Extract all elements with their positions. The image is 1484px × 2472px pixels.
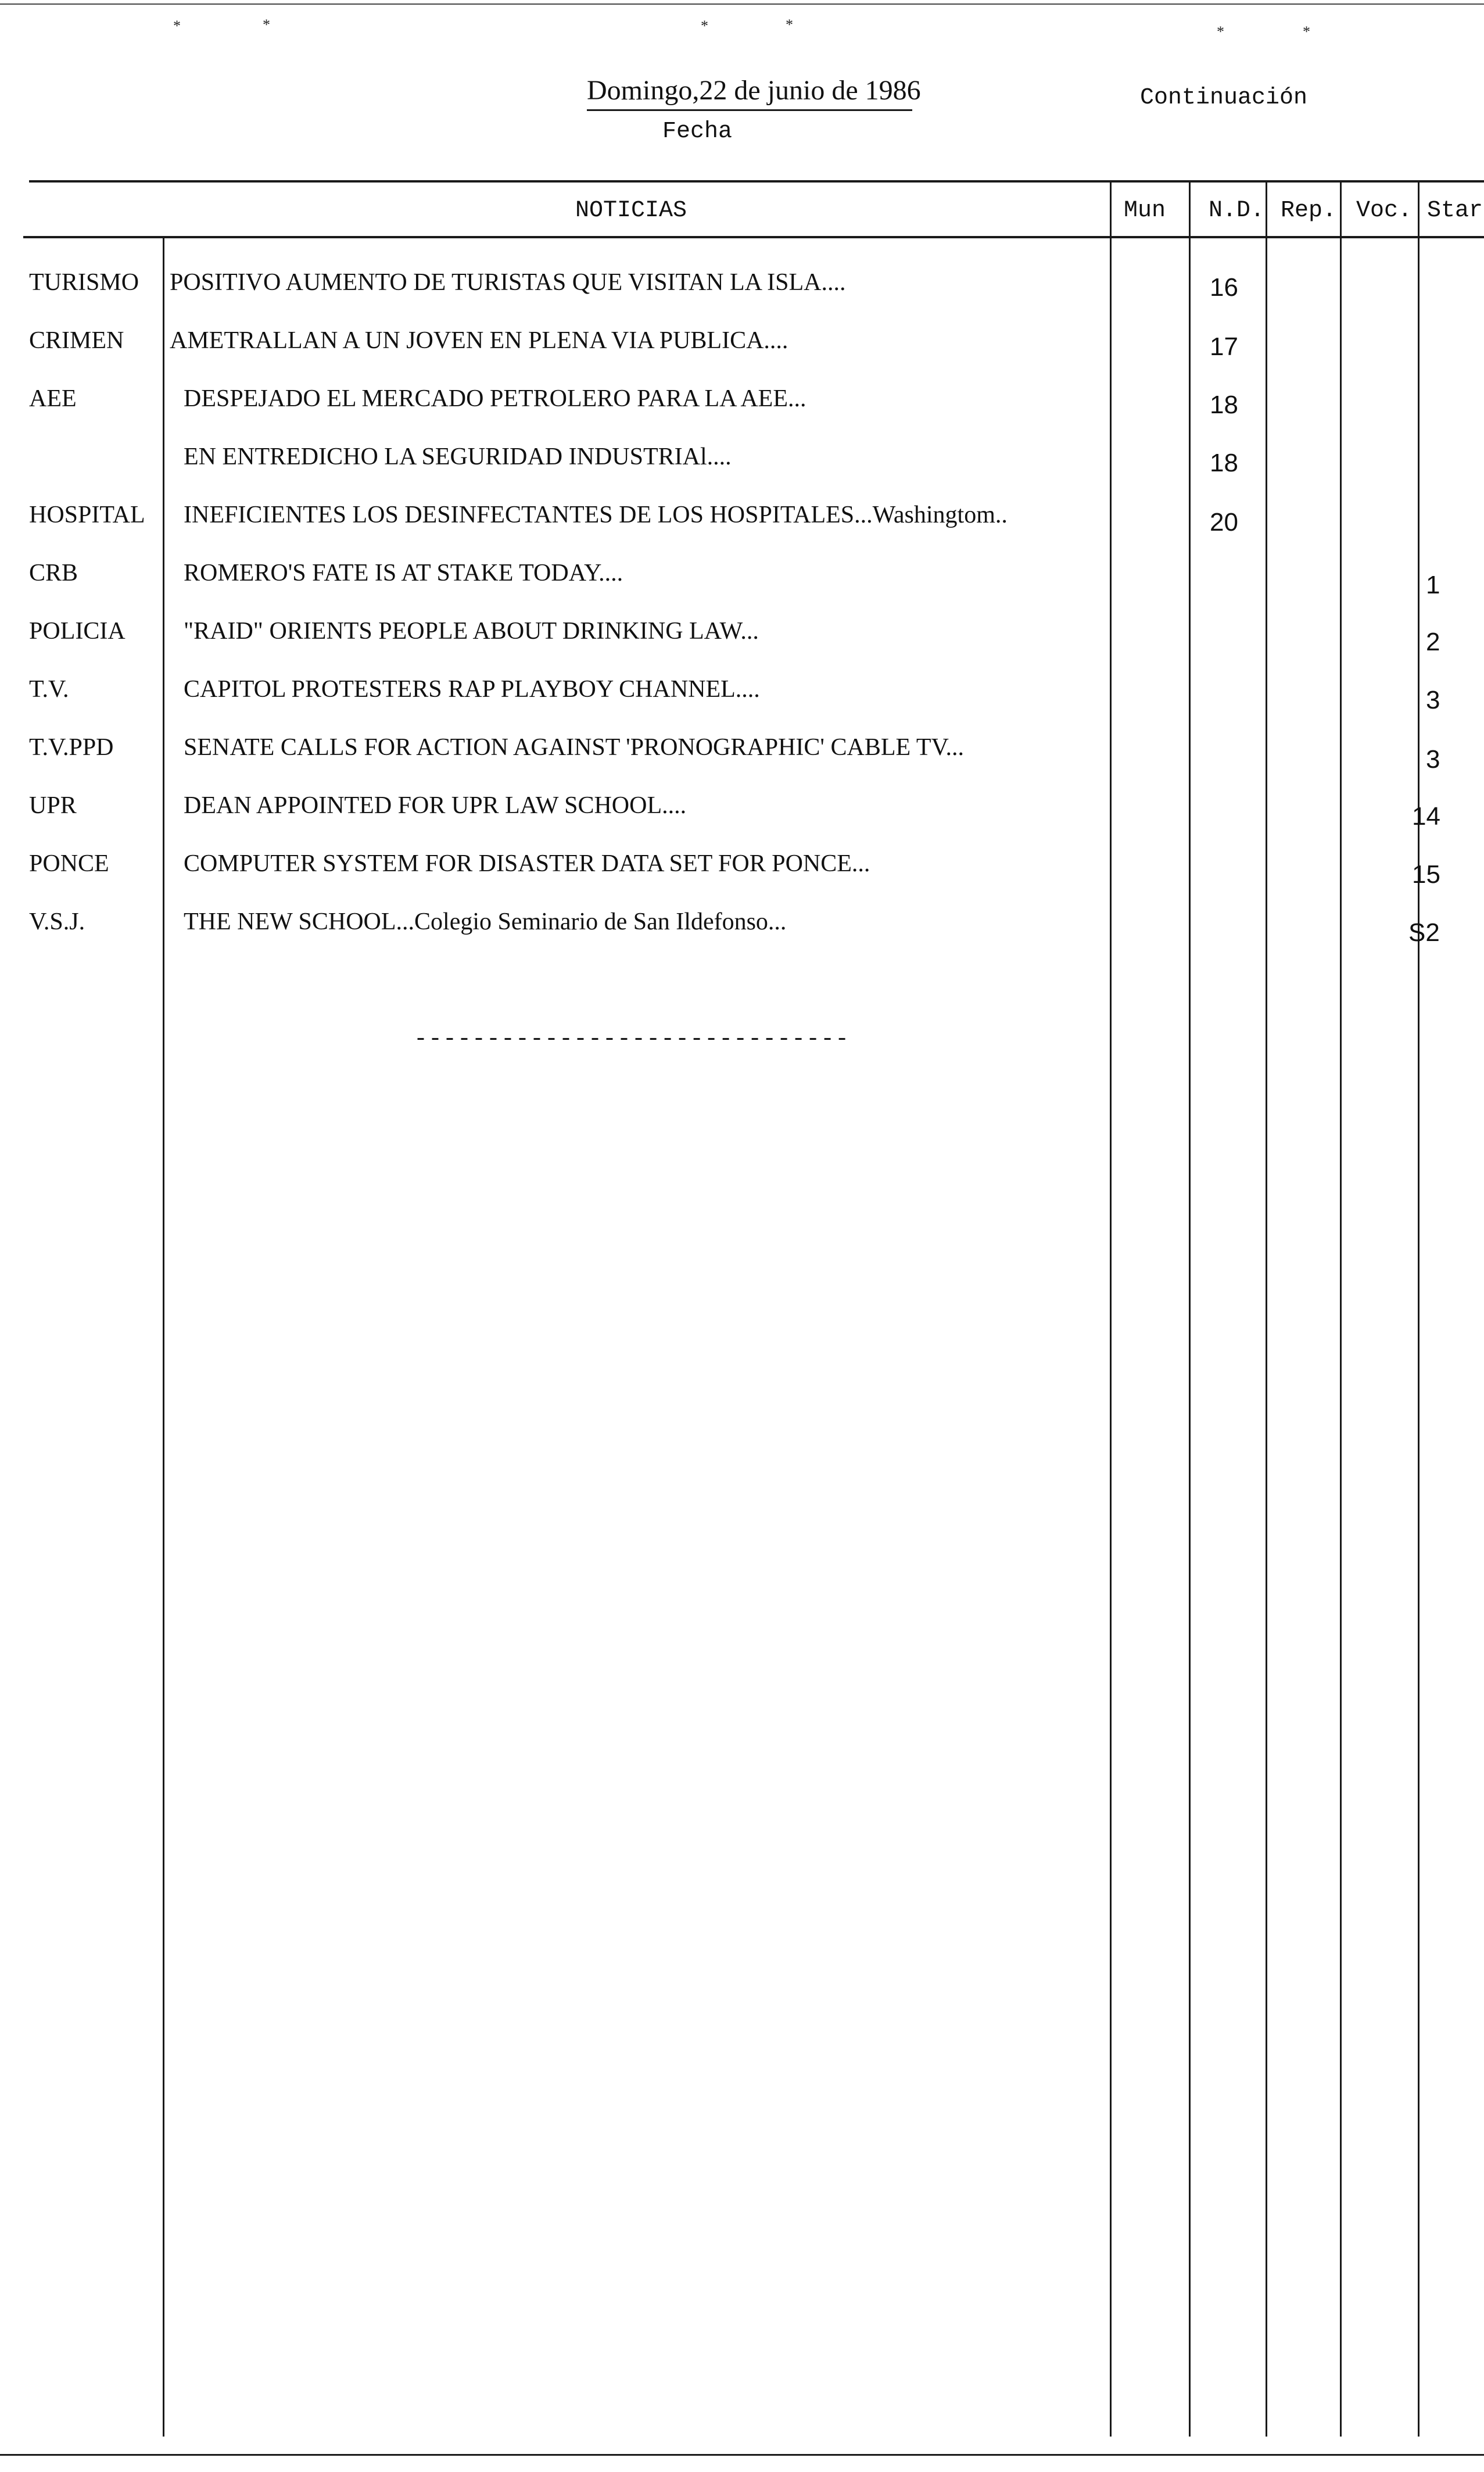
row-category: HOSPITAL bbox=[29, 502, 145, 528]
mun-left-divider bbox=[1110, 181, 1112, 2437]
table-bottom-rule bbox=[0, 2454, 1484, 2456]
column-header-mun: Mun bbox=[1124, 198, 1166, 224]
row-category: CRIMEN bbox=[29, 327, 124, 354]
row-star-page: 1 bbox=[1426, 571, 1440, 599]
scan-speck: * bbox=[701, 17, 708, 34]
row-headline: POSITIVO AUMENTO DE TURISTAS QUE VISITAN LA ISLA.... bbox=[170, 269, 846, 296]
row-headline: COMPUTER SYSTEM FOR DISASTER DATA SET FOR PONCE... bbox=[184, 850, 870, 877]
row-headline: DEAN APPOINTED FOR UPR LAW SCHOOL.... bbox=[184, 792, 687, 819]
row-star-page: 2 bbox=[1426, 628, 1440, 656]
column-header-nd: N.D. bbox=[1209, 198, 1265, 224]
scan-speck: * bbox=[1303, 23, 1310, 40]
row-category: AEE bbox=[29, 385, 77, 412]
row-category: TURISMO bbox=[29, 269, 139, 296]
row-headline: ROMERO'S FATE IS AT STAKE TODAY.... bbox=[184, 560, 623, 586]
nd-right-divider bbox=[1266, 181, 1267, 2437]
row-star-page: 3 bbox=[1426, 686, 1440, 714]
row-headline: AMETRALLAN A UN JOVEN EN PLENA VIA PUBLICA.... bbox=[170, 327, 788, 354]
row-nd-page: 18 bbox=[1210, 391, 1238, 419]
column-header-star: Star bbox=[1427, 198, 1483, 224]
scan-speck: * bbox=[263, 16, 270, 33]
row-headline: SENATE CALLS FOR ACTION AGAINST 'PRONOGRAPHIC' CABLE TV... bbox=[184, 734, 964, 761]
row-nd-page: 16 bbox=[1210, 273, 1238, 302]
row-category: T.V. bbox=[29, 676, 69, 703]
row-category: PONCE bbox=[29, 850, 109, 877]
column-header-voc: Voc. bbox=[1356, 198, 1413, 224]
date-label: Fecha bbox=[662, 119, 733, 145]
column-header-noticias: NOTICIAS bbox=[575, 198, 687, 224]
voc-right-divider bbox=[1418, 181, 1420, 2437]
row-star-page: S2 bbox=[1408, 918, 1440, 947]
document-date: Domingo,22 de junio de 1986 bbox=[587, 75, 921, 106]
scan-speck: * bbox=[173, 17, 181, 34]
column-header-rep: Rep. bbox=[1281, 198, 1337, 224]
row-nd-page: 17 bbox=[1210, 332, 1238, 361]
row-category: UPR bbox=[29, 792, 77, 819]
scan-speck: * bbox=[1217, 23, 1224, 40]
row-headline: DESPEJADO EL MERCADO PETROLERO PARA LA AEE... bbox=[184, 385, 806, 412]
row-star-page: 15 bbox=[1412, 860, 1440, 889]
mun-right-divider bbox=[1189, 181, 1191, 2437]
scan-speck: * bbox=[786, 16, 793, 33]
row-category: T.V.PPD bbox=[29, 734, 114, 761]
row-headline: INEFICIENTES LOS DESINFECTANTES DE LOS HOSPITALES...Washingtom.. bbox=[184, 502, 1008, 528]
row-nd-page: 20 bbox=[1210, 508, 1238, 536]
table-header-rule bbox=[23, 236, 1484, 238]
category-divider bbox=[163, 237, 164, 2437]
end-of-list-marker: ------------------------------ bbox=[414, 1026, 850, 1053]
continuation-label: Continuación bbox=[1140, 85, 1308, 111]
top-edge-line bbox=[0, 3, 1484, 5]
row-nd-page: 18 bbox=[1210, 449, 1238, 477]
row-category: V.S.J. bbox=[29, 908, 85, 935]
row-headline: CAPITOL PROTESTERS RAP PLAYBOY CHANNEL.... bbox=[184, 676, 760, 703]
row-headline: "RAID" ORIENTS PEOPLE ABOUT DRINKING LAW... bbox=[184, 618, 759, 645]
row-category: POLICIA bbox=[29, 618, 126, 645]
row-star-page: 14 bbox=[1412, 802, 1440, 831]
row-star-page: 3 bbox=[1426, 745, 1440, 774]
date-underline bbox=[587, 109, 912, 111]
row-category: CRB bbox=[29, 560, 78, 586]
row-headline: THE NEW SCHOOL...Colegio Seminario de San Ildefonso... bbox=[184, 908, 787, 935]
rep-right-divider bbox=[1340, 181, 1342, 2437]
row-headline: EN ENTREDICHO LA SEGURIDAD INDUSTRIAl.... bbox=[184, 443, 732, 470]
